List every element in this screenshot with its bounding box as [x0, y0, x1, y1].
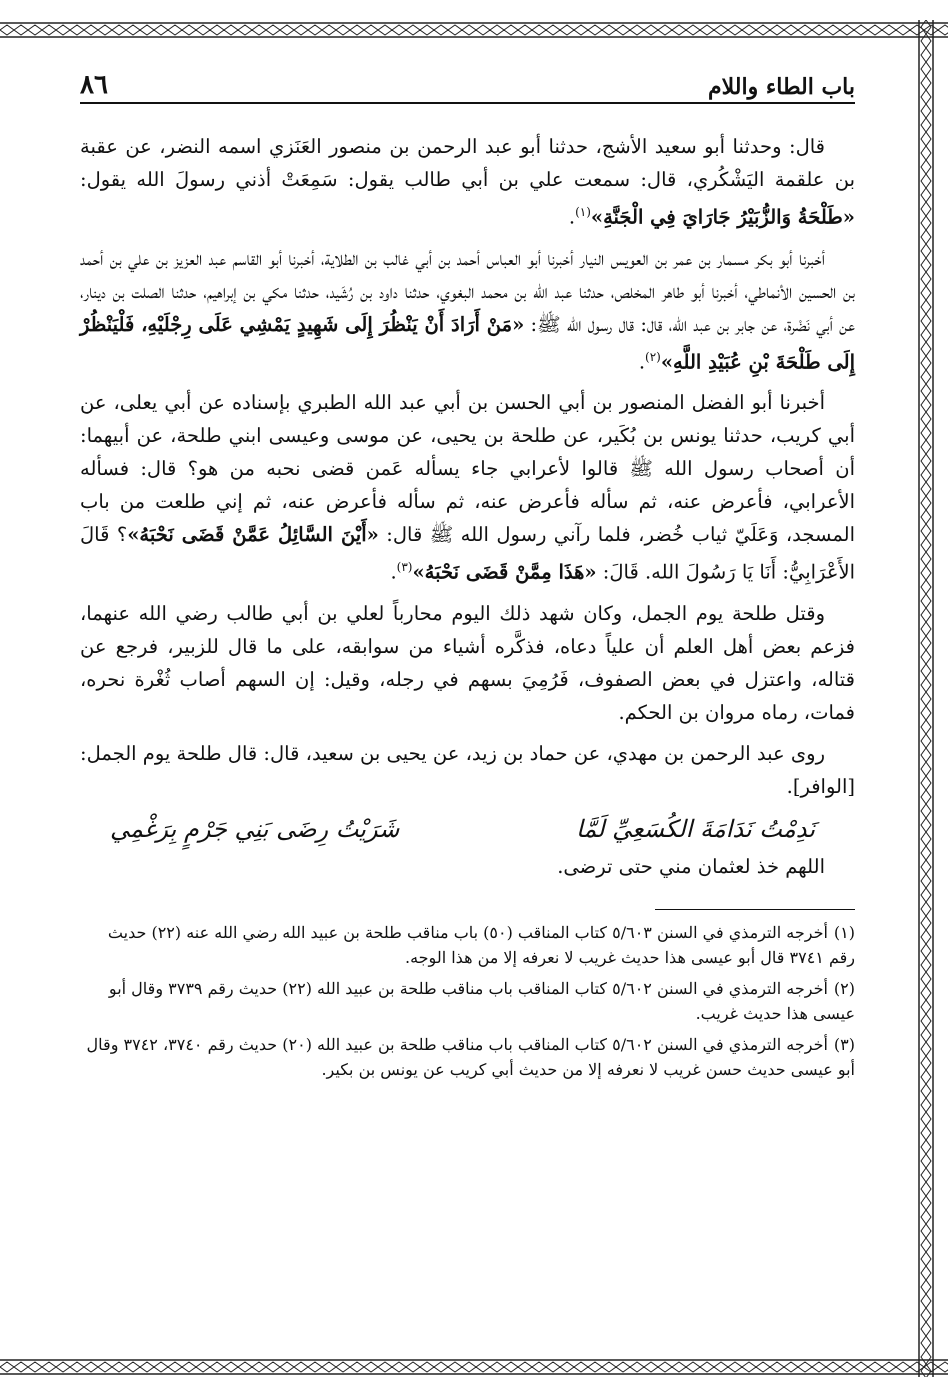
footnotes	[80, 920, 855, 1082]
page-number: ٨٦	[80, 70, 108, 100]
text-segment: وقتل طلحة يوم الجمل، وكان شهد ذلك اليوم محارباً لعلي بن أبي طالب رضي الله عنهما، فزعم بعض أهل العلم أن علياً دعاه، فذكَّره أشياء من سوابقه، على ما قال للزبير، فرجع عن قتاله، واعتزل في بعض الصفوف، فَرُمِيَ بسهم في رجله، وقيل: إن السهم أصاب ثُغْرة نحره، فمات، رماه مروان بن الحكم.	[80, 601, 855, 724]
text-segment: قال: وحدثنا أبو سعيد الأشج، حدثنا أبو عبد الرحمن بن منصور العَنَزي اسمه النضر، عن عقبة بن علقمة اليَشْكُري، قال: سمعت علي بن أبي طالب يقول: سَمِعَتْ أذني رسولَ الله يقول:	[80, 135, 855, 191]
paragraph	[80, 242, 855, 379]
decorative-border-top	[0, 20, 948, 40]
footnote-ref: (١)	[575, 205, 591, 219]
footnote-ref: (٣)	[396, 560, 413, 574]
text-segment: .	[390, 560, 397, 584]
text-segment: روى عبد الرحمن بن مهدي، عن حماد بن زيد، عن يحيى بن سعيد، قال: قال طلحة يوم الجمل: [الوافر].	[80, 741, 855, 798]
footnote: (٣)أخرجه الترمذي في السنن ٥/٦٠٢ كتاب المناقب باب مناقب طلحة بن عبيد الله (٢٠) حديث رقم ٣٧٤٠، ٣٧٤٢ وقال أبو عيسى حديث حسن غريب لا نعرفه إلا من حديث أبي كريب عن يونس بن بكير.	[86, 1034, 855, 1079]
book-page	[80, 68, 855, 1358]
text-segment: «مَنْ أَرَادَ أَنْ يَنْظُرَ إِلَى شَهِيدٍ يَمْشِي عَلَى رِجْلَيْهِ، فَلْيَنْظُرْ إِلَى طَلْحَةَ بْنِ عُبَيْدِ اللَّهِ»	[80, 312, 855, 373]
paragraph	[80, 130, 855, 234]
text-segment: ؟ قَالَ الأَعْرَابِيُّ: أَنَا يَا رَسُولَ الله. قَالَ:	[80, 523, 855, 584]
main-text	[80, 130, 855, 883]
footnote: (١)أخرجه الترمذي في السنن ٥/٦٠٣ كتاب المناقب (٥٠) باب مناقب طلحة بن عبيد الله رضي الله عنه (٢٢) حديث رقم ٣٧٤١ قال أبو عيسى هذا حديث غريب لا نعرفه إلا من هذا الوجه.	[107, 922, 855, 967]
footnote-ref: (٢)	[645, 349, 661, 364]
verse-first-hemistich: نَدِمْتُ نَدَامَةَ الكُسَعِيِّ لَمَّا	[576, 814, 815, 843]
chapter-title: باب الطاء واللام	[708, 74, 855, 100]
text-segment: .	[568, 205, 576, 229]
decorative-border-right	[916, 20, 936, 1377]
verse-second-hemistich: شَرَيْتُ رِضَى بَنِي جَرْمٍ بِرَغْمِي	[110, 814, 400, 843]
footnote: (٢)أخرجه الترمذي في السنن ٥/٦٠٢ كتاب المناقب باب مناقب طلحة بن عبيد الله (٢٢) حديث رقم ٣٧٣٩ وقال أبو عيسى هذا حديث غريب.	[108, 978, 855, 1023]
footnote-separator	[655, 909, 855, 910]
text-segment: أخبرنا أبو الفضل المنصور بن أبي الحسن بن أبي عبد الله الطبري بإسناده عن أبي يعلى، عن أبي كريب، حدثنا يونس بن بُكَير، عن طلحة بن يحيى، عن موسى وعيسى ابني طلحة، عن أبيهما: أن أصحاب رسول الله ﷺ قالوا لأعرابي جاء يسأله عَمن قضى نحبه من هو؟ قال: فسأله الأعرابي، فأعرض عنه، ثم سأله فأعرض عنه، ثم سأله فأعرض عنه، ثم إني طلعت من باب المسجد، وَعَلَيّ ثياب خُضر، فلما رآني رسول الله ﷺ قال:	[80, 391, 855, 546]
paragraph	[80, 737, 855, 803]
text-segment: «هَذَا مِمَّنْ قَضَى نَحْبَهُ»	[412, 560, 597, 584]
text-segment: .	[638, 350, 646, 373]
page-header	[80, 68, 855, 104]
paragraph	[80, 597, 855, 729]
text-segment: «أَيْنَ السَّائِلُ عَمَّنْ قَضَى نَحْبَهُ»	[127, 523, 379, 546]
decorative-border-bottom	[0, 1357, 948, 1377]
text-segment: «طَلْحَةُ وَالزُّبَيْرُ جَارَايَ فِي الْجَنَّةِ»	[590, 205, 855, 229]
paragraph	[80, 386, 855, 589]
closing-line: اللهم خذ لعثمان مني حتى ترضى.	[557, 854, 825, 878]
poetry-verse	[110, 813, 815, 846]
text-segment: أخبرنا أبو بكر مسمار بن عمر بن العويس النيار أخبرنا أبو العباس أحمد بن أبي غالب بن الطلاية، أخبرنا أبو القاسم عبد العزيز بن علي بن أحمد بن الحسين الأنماطي، أخبرنا أبو طاهر المخلص، حدثنا عبد الله بن محمد البغوي، حدثنا داود بن رُشَيد، حدثنا مكي بن إبراهيم، حدثنا الصلت بن دينار، عن أبي نَضْرة، عن جابر بن عبد الله، قال: قال رسول الله ﷺ:	[80, 246, 855, 336]
